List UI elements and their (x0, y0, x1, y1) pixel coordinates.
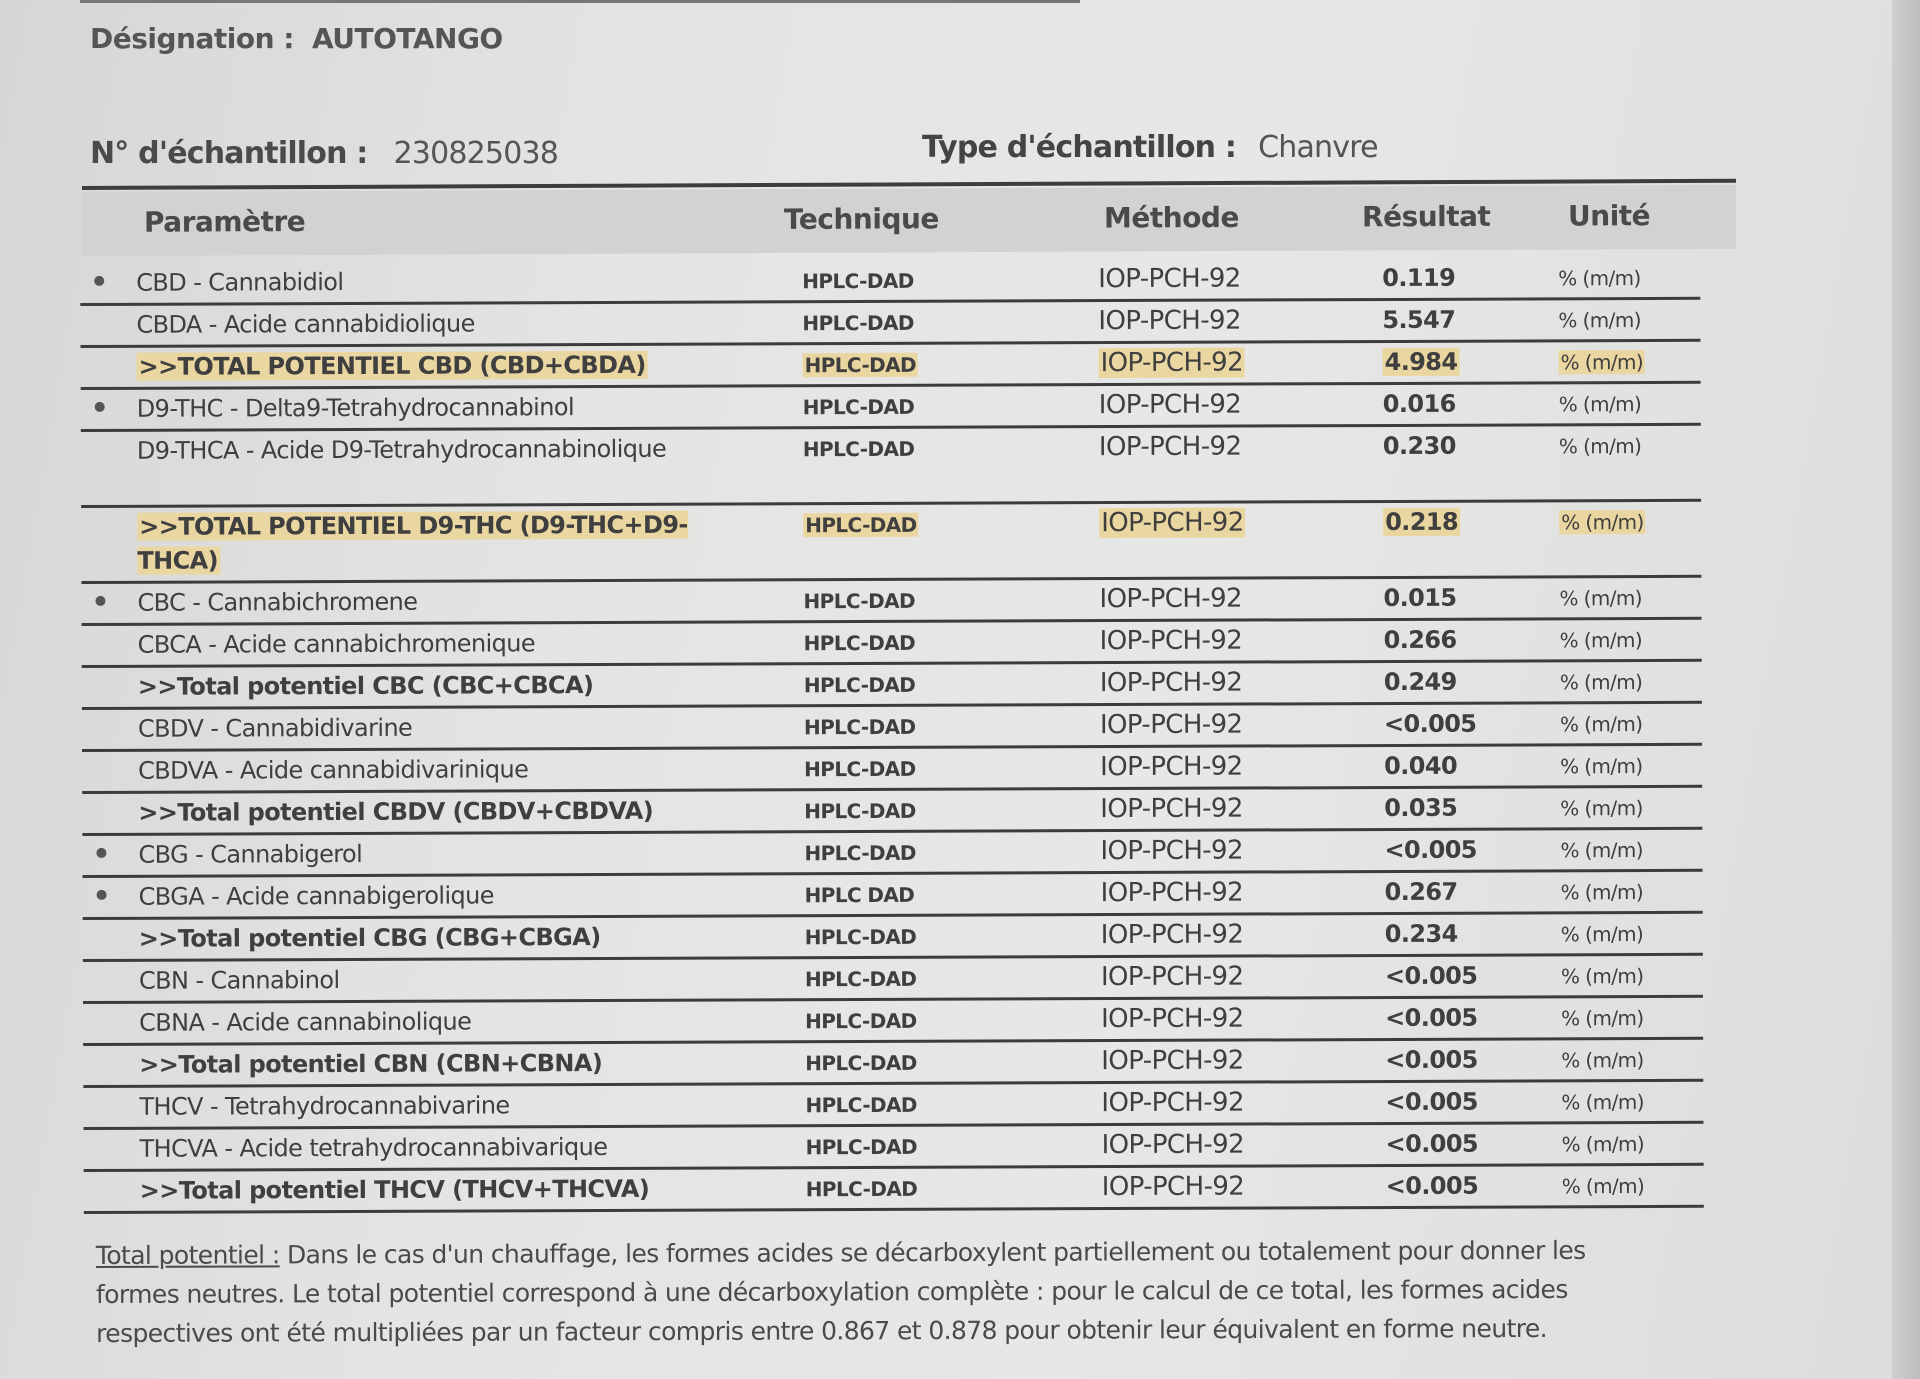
technique-cell (805, 1051, 917, 1075)
result-cell-text: <0.005 (1384, 835, 1477, 864)
method-cell-text: IOP-PCH-92 (1100, 961, 1244, 993)
column-header-method: Méthode (1103, 200, 1240, 235)
parameter-cell (138, 668, 698, 704)
technique-cell-text: HPLC-DAD (805, 1092, 917, 1118)
technique-cell (802, 269, 914, 293)
result-cell-text: <0.005 (1385, 1087, 1478, 1116)
parameter-cell (139, 878, 699, 914)
unit-cell (1560, 628, 1643, 652)
method-cell (1101, 878, 1244, 909)
method-cell (1098, 306, 1241, 337)
method-cell (1102, 1172, 1245, 1203)
table-row (81, 426, 1701, 508)
result-cell-text: 0.266 (1383, 625, 1457, 655)
results-table-body (80, 258, 1704, 1214)
technique-cell-text: HPLC-DAD (804, 798, 916, 824)
technique-cell (804, 841, 916, 865)
unit-cell (1558, 308, 1641, 332)
technique-cell-text: HPLC DAD (804, 882, 915, 908)
parameter-cell-text: >>TOTAL POTENTIEL CBD (CBD+CBDA) (137, 351, 648, 381)
result-cell-text: 0.218 (1385, 507, 1459, 536)
unit-cell (1559, 392, 1642, 416)
unit-cell (1559, 586, 1642, 610)
result-cell-text: <0.005 (1385, 1003, 1478, 1032)
parameter-cell (139, 920, 699, 956)
parameter-cell (139, 1088, 699, 1124)
unit-cell-text: % (m/m) (1558, 392, 1642, 417)
method-cell (1102, 1130, 1245, 1161)
method-cell-text: IOP-PCH-92 (1098, 263, 1241, 295)
result-cell (1386, 1130, 1479, 1158)
result-cell-text: 0.230 (1382, 431, 1456, 461)
method-cell-text: IOP-PCH-92 (1100, 919, 1244, 951)
unit-cell (1559, 434, 1642, 458)
parameter-cell-text: CBDA - Acide cannabidiolique (136, 309, 475, 339)
unit-cell (1562, 1174, 1645, 1198)
result-cell (1383, 508, 1460, 536)
unit-cell (1560, 670, 1643, 694)
technique-cell-text: HPLC-DAD (804, 840, 916, 866)
footnote-text: Dans le cas d'un chauffage, les formes acides se décarboxylent partiellement ou totalement pour donner les formes neutres. Le total potentiel correspond à une décarboxylation complète : pour le calcul de ce total, les formes acides respectives ont été multipliées par un facteur compris entre 0.867 et 0.878 pour obtenir leur équivalent en forme neutre. (95, 1235, 1586, 1348)
sample-number-value: 230825038 (393, 136, 559, 171)
result-cell-text: 0.119 (1382, 263, 1456, 293)
parameter-cell (138, 836, 698, 872)
result-cell (1384, 710, 1477, 738)
unit-cell-text: % (m/m) (1560, 922, 1644, 947)
table-row (80, 258, 1700, 306)
parameter-cell-text: CBCA - Acide cannabichromenique (137, 629, 536, 659)
top-edge-rule (80, 0, 1080, 3)
table-row (81, 384, 1701, 432)
technique-cell-text: HPLC-DAD (805, 512, 917, 538)
result-cell (1382, 264, 1455, 292)
method-cell-text: IOP-PCH-92 (1099, 583, 1243, 615)
bullet-icon (95, 596, 105, 606)
result-cell-text: 0.249 (1383, 667, 1457, 697)
table-row-total (83, 1040, 1703, 1088)
table-row (82, 620, 1702, 668)
parameter-cell (138, 710, 698, 746)
unit-cell-text: % (m/m) (1558, 308, 1641, 333)
result-cell-text: <0.005 (1385, 1045, 1478, 1074)
unit-cell-text: % (m/m) (1561, 510, 1644, 535)
technique-cell (803, 513, 919, 537)
result-cell (1385, 1088, 1478, 1116)
parameter-cell (139, 962, 699, 998)
unit-cell-text: % (m/m) (1560, 796, 1643, 821)
table-row (84, 1124, 1704, 1172)
technique-cell-text: HPLC-DAD (805, 1050, 917, 1076)
technique-cell-text: HPLC-DAD (804, 924, 917, 950)
technique-cell-text: HPLC-DAD (804, 756, 916, 782)
table-header (82, 185, 1736, 256)
method-cell-text: IOP-PCH-92 (1101, 1171, 1245, 1203)
technique-cell-text: HPLC-DAD (802, 394, 915, 420)
unit-cell-text: % (m/m) (1560, 880, 1644, 905)
technique-cell (802, 311, 914, 335)
method-cell (1098, 264, 1241, 295)
parameter-cell-text: >>Total potentiel CBC (CBC+CBCA) (137, 671, 594, 701)
unit-cell (1560, 712, 1643, 736)
method-cell-text: IOP-PCH-92 (1099, 709, 1243, 741)
method-cell (1101, 962, 1244, 993)
unit-cell-text: % (m/m) (1561, 1048, 1644, 1073)
result-cell-text: 0.267 (1384, 877, 1458, 906)
result-cell-text: 0.016 (1382, 389, 1456, 419)
technique-cell (805, 1093, 917, 1117)
designation-value: AUTOTANGO (311, 22, 503, 55)
method-cell-text: IOP-PCH-92 (1099, 625, 1243, 657)
method-cell (1099, 432, 1242, 463)
parameter-cell-text: D9-THC - Delta9-Tetrahydrocannabinol (136, 393, 575, 423)
unit-cell (1561, 964, 1644, 988)
result-cell-text: <0.005 (1384, 961, 1478, 990)
result-cell (1383, 348, 1460, 376)
technique-cell-text: HPLC-DAD (803, 672, 916, 698)
technique-cell-text: HPLC-DAD (803, 588, 915, 614)
method-cell (1101, 920, 1244, 951)
table-row-total (81, 502, 1701, 584)
method-cell (1101, 1046, 1244, 1077)
method-cell (1099, 348, 1246, 379)
sample-type (922, 130, 1378, 165)
method-cell-text: IOP-PCH-92 (1098, 431, 1242, 463)
method-cell-text: IOP-PCH-92 (1101, 1045, 1244, 1077)
table-row (83, 998, 1703, 1046)
technique-cell (804, 757, 916, 781)
result-cell-text: <0.005 (1385, 1171, 1479, 1200)
result-cell (1386, 1172, 1479, 1200)
sample-number (90, 136, 558, 171)
parameter-cell-text: CBD - Cannabidiol (136, 267, 344, 297)
unit-cell-text: % (m/m) (1559, 712, 1643, 737)
unit-cell-text: % (m/m) (1558, 266, 1641, 291)
method-cell-text: IOP-PCH-92 (1098, 389, 1242, 421)
method-cell (1101, 1088, 1244, 1119)
parameter-cell (140, 1172, 700, 1208)
parameter-cell (137, 390, 697, 426)
result-cell-text: 0.015 (1383, 583, 1457, 613)
unit-cell (1561, 1006, 1644, 1030)
technique-cell (804, 715, 916, 739)
result-cell (1385, 1046, 1478, 1074)
parameter-cell (136, 306, 696, 342)
parameter-cell (137, 508, 697, 578)
technique-cell (805, 883, 915, 907)
column-header-technique: Technique (783, 202, 939, 236)
sample-type-value: Chanvre (1258, 130, 1378, 165)
method-cell-text: IOP-PCH-92 (1101, 1087, 1244, 1119)
parameter-cell-text: >>Total potentiel CBN (CBN+CBNA) (139, 1049, 603, 1079)
technique-cell-text: HPLC-DAD (802, 268, 914, 294)
method-cell (1100, 710, 1243, 741)
unit-cell-text: % (m/m) (1561, 1090, 1644, 1115)
parameter-cell-text: CBGA - Acide cannabigerolique (138, 881, 494, 911)
method-cell-text: IOP-PCH-92 (1098, 305, 1241, 337)
unit-cell (1560, 838, 1643, 862)
result-cell-text: <0.005 (1383, 709, 1477, 739)
method-cell (1099, 584, 1242, 615)
technique-cell (805, 1009, 917, 1033)
method-cell (1100, 668, 1243, 699)
bullet-icon (94, 276, 104, 286)
parameter-cell (137, 348, 697, 384)
unit-cell (1561, 1048, 1644, 1072)
method-cell (1100, 626, 1243, 657)
designation-label: Désignation : (90, 22, 294, 55)
unit-cell-text: % (m/m) (1559, 670, 1643, 695)
method-cell (1100, 794, 1243, 825)
unit-cell (1561, 1090, 1644, 1114)
technique-cell-text: HPLC-DAD (802, 436, 915, 462)
technique-cell (803, 353, 919, 377)
parameter-cell-text: THCVA - Acide tetrahydrocannabivarique (139, 1132, 608, 1163)
method-cell (1099, 390, 1242, 421)
unit-cell-text: % (m/m) (1561, 1174, 1645, 1199)
unit-cell-text: % (m/m) (1561, 1006, 1644, 1031)
unit-cell-text: % (m/m) (1561, 1132, 1645, 1157)
unit-cell (1561, 922, 1644, 946)
unit-cell (1561, 880, 1644, 904)
result-cell (1384, 836, 1477, 864)
table-row (83, 1082, 1703, 1130)
result-cell (1383, 390, 1456, 418)
parameter-cell (137, 432, 697, 468)
result-cell (1383, 432, 1456, 460)
parameter-cell (139, 1046, 699, 1082)
table-row (82, 746, 1702, 794)
table-row-total (82, 662, 1702, 710)
method-cell-text: IOP-PCH-92 (1101, 1129, 1245, 1161)
technique-cell (806, 1177, 918, 1201)
technique-cell-text: HPLC-DAD (805, 1134, 918, 1160)
method-cell-text: IOP-PCH-92 (1100, 877, 1244, 909)
result-cell (1384, 794, 1457, 822)
table-row (81, 578, 1701, 626)
technique-cell (803, 589, 915, 613)
technique-cell-text: HPLC-DAD (804, 966, 917, 992)
technique-cell (803, 395, 915, 419)
technique-cell (803, 437, 915, 461)
parameter-cell-text: CBN - Cannabinol (138, 966, 340, 995)
technique-cell-text: HPLC-DAD (802, 310, 914, 336)
parameter-cell-text: CBC - Cannabichromene (137, 587, 418, 617)
method-cell-text: IOP-PCH-92 (1101, 507, 1244, 539)
table-row (82, 830, 1702, 878)
parameter-cell-text: THCV - Tetrahydrocannabivarine (139, 1091, 510, 1121)
technique-cell-text: HPLC-DAD (804, 352, 917, 378)
table-row (80, 300, 1700, 348)
bullet-icon (97, 890, 107, 900)
result-cell-text: 0.035 (1384, 793, 1458, 823)
method-cell-text: IOP-PCH-92 (1100, 347, 1244, 379)
parameter-cell-text: >>Total potentiel CBDV (CBDV+CBDVA) (138, 796, 654, 827)
footnote-label: Total potentiel : (95, 1240, 280, 1271)
unit-cell-text: % (m/m) (1560, 754, 1643, 779)
table-row (83, 872, 1703, 920)
result-cell-text: 0.040 (1384, 751, 1458, 781)
method-cell (1100, 836, 1243, 867)
result-cell (1384, 668, 1457, 696)
unit-cell (1560, 796, 1643, 820)
result-cell-text: 0.234 (1384, 919, 1458, 948)
unit-cell-text: % (m/m) (1560, 350, 1644, 375)
technique-cell (804, 631, 916, 655)
method-cell-text: IOP-PCH-92 (1100, 751, 1243, 783)
parameter-cell-text: CBDVA - Acide cannabidivarinique (138, 755, 529, 785)
parameter-cell (136, 264, 696, 300)
unit-cell (1562, 1132, 1645, 1156)
technique-cell (805, 925, 917, 949)
parameter-cell (138, 794, 698, 830)
footnote (96, 1231, 1656, 1353)
unit-cell (1560, 754, 1643, 778)
unit-cell-text: % (m/m) (1558, 434, 1642, 459)
result-cell-text: 4.984 (1384, 347, 1458, 376)
parameter-cell-text: CBDV - Cannabidivarine (137, 713, 413, 743)
method-cell (1099, 508, 1246, 539)
result-cell (1382, 306, 1455, 334)
parameter-cell (139, 1004, 699, 1040)
method-cell-text: IOP-PCH-92 (1100, 835, 1243, 867)
column-header-result: Résultat (1361, 199, 1491, 234)
parameter-cell-text: CBNA - Acide cannabinolique (139, 1007, 472, 1037)
result-cell (1385, 1004, 1478, 1032)
technique-cell (804, 673, 916, 697)
method-cell (1101, 1004, 1244, 1035)
parameter-cell (138, 626, 698, 662)
table-row-total (80, 342, 1700, 390)
result-cell (1384, 752, 1457, 780)
parameter-cell-text: >>TOTAL POTENTIEL D9-THC (D9-THC+D9-THCA) (137, 510, 688, 575)
unit-cell-text: % (m/m) (1559, 628, 1643, 653)
page-edge-shadow (1892, 0, 1920, 1379)
result-cell (1383, 584, 1456, 612)
unit-cell-text: % (m/m) (1559, 586, 1643, 611)
unit-cell (1559, 510, 1646, 534)
column-header-unit: Unité (1567, 199, 1651, 233)
technique-cell (806, 1135, 918, 1159)
parameter-cell-text: >>Total potentiel THCV (THCV+THCVA) (139, 1174, 650, 1205)
result-cell (1385, 878, 1458, 906)
method-cell-text: IOP-PCH-92 (1100, 793, 1243, 825)
technique-cell (805, 967, 917, 991)
technique-cell-text: HPLC-DAD (803, 630, 916, 656)
parameter-cell-text: D9-THCA - Acide D9-Tetrahydrocannabinolique (136, 434, 667, 465)
method-cell (1100, 752, 1243, 783)
result-cell (1385, 962, 1478, 990)
table-row-total (82, 788, 1702, 836)
parameter-cell (140, 1130, 700, 1166)
table-row (83, 956, 1703, 1004)
designation (90, 22, 503, 55)
result-cell (1385, 920, 1458, 948)
sample-type-label: Type d'échantillon : (922, 130, 1237, 165)
column-header-parameter: Paramètre (143, 205, 306, 239)
technique-cell-text: HPLC-DAD (805, 1176, 918, 1202)
bullet-icon (96, 848, 106, 858)
method-cell-text: IOP-PCH-92 (1101, 1003, 1244, 1035)
result-cell-text: 5.547 (1382, 305, 1456, 335)
unit-cell (1558, 266, 1641, 290)
sample-number-label: N° d'échantillon : (90, 136, 368, 171)
table-row-total (83, 914, 1703, 962)
parameter-cell (138, 752, 698, 788)
parameter-cell-text: CBG - Cannabigerol (138, 839, 363, 869)
table-row-total (84, 1166, 1704, 1214)
unit-cell-text: % (m/m) (1560, 838, 1643, 863)
result-cell (1384, 626, 1457, 654)
table-row (82, 704, 1702, 752)
result-cell-text: <0.005 (1385, 1129, 1479, 1158)
technique-cell-text: HPLC-DAD (803, 714, 916, 740)
unit-cell (1559, 350, 1646, 374)
technique-cell (804, 799, 916, 823)
bullet-icon (95, 402, 105, 412)
parameter-cell (137, 584, 697, 620)
technique-cell-text: HPLC-DAD (805, 1008, 917, 1034)
unit-cell-text: % (m/m) (1560, 964, 1644, 989)
parameter-cell-text: >>Total potentiel CBG (CBG+CBGA) (138, 923, 601, 953)
method-cell-text: IOP-PCH-92 (1099, 667, 1243, 699)
